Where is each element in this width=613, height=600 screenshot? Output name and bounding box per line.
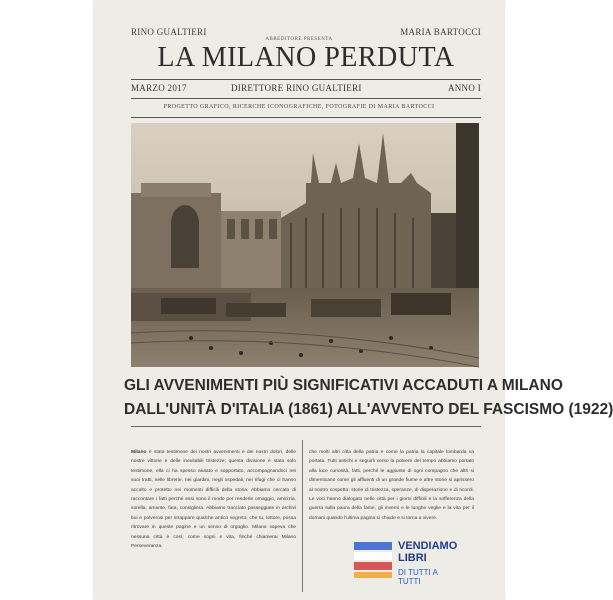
issue-year: ANNO I — [447, 83, 481, 93]
masthead-rule-middle — [131, 98, 481, 99]
store-watermark — [352, 540, 458, 590]
watermark-slogan: DI TUTTI A TUTTI — [398, 568, 438, 586]
watermark-word-2: LIBRI — [398, 552, 427, 564]
masthead-rule-bottom — [131, 117, 481, 118]
dateline — [131, 83, 481, 95]
issue-date: MARZO 2017 — [131, 83, 187, 93]
cover-photo-duomo-square — [131, 123, 479, 367]
masthead-rule-top — [131, 79, 481, 80]
watermark-word-1: VENDIAMO — [398, 540, 458, 552]
column-right-body: che molti altri citta della patria e come la patria la capitale lombarda va portata. Tutti antichi e seguirli verso la polvere del tempo abbiamo portato alla luce curiosità, fatti, perché le aggiunte di ogni compagno che altri si dimenticano come gli affluenti di un grande fiume e altre storie si aprissero al nostro cospetto: storie di tristezza, speranze, di disperazione e di ricordi. Le voci hanno dialogato nelle città per i giorni difficili e la sofferenza della guerra sulla paura della fame, gli inverni e le lunghe veglie e la vita per il domani quando l'ultima pagina si chiude e si torna a vivere. — [309, 450, 474, 521]
author-left: RINO GUALTIERI — [131, 27, 207, 37]
text-column-right — [309, 448, 474, 523]
flag-stack-icon — [352, 540, 396, 580]
column-left-body: è stata testimone dei nostri avvenimenti e dei nostri dolori, delle nostre vittorie e delle inevitabili tristezze; questa divisione è stata solo testimone, ella ci ha spesso aiutato e sopportato, accompagnandoci nei suoi tratti, nelle librerie, nei giardini, negli ospedali, nei rifugi che ci hanno accolto e protetto nei momenti difficili della storia. Abbiamo cercato di raccontare i fatti perché essi sono il modo per renderle omaggio, amicizia, sorella, amante, fata, consigliera. Abbiamo tracciato passeggiate in archivi bui e polverosi per strappare qualche antico segreto, che tu, lettore, possa ritrovare in queste pagine e un senso di orgoglio. — [131, 450, 296, 531]
historic-photo-illustration — [131, 123, 479, 367]
column-left-tail: Milano sapeva che nessuna città è così, come sogni e vita, finché chiamerai Milano Perseveranza. — [131, 525, 297, 550]
headline-line-2: DALL'UNITÀ D'ITALIA (1861) ALL'AVVENTO DEL FASCISMO (1922) — [124, 401, 613, 418]
publisher-line: ABREDITORE PRESENTA — [265, 37, 333, 42]
column-lead-word: Milano — [131, 450, 147, 455]
column-divider — [302, 440, 303, 592]
text-column-left — [131, 448, 296, 551]
author-right: MARIA BARTOCCI — [400, 27, 481, 37]
headline-line-1: GLI AVVENIMENTI PIÙ SIGNIFICATIVI ACCADUTI A MILANO — [124, 377, 563, 394]
book-cover — [94, 0, 613, 600]
credits-line: PROGETTO GRAFICO, RICERCHE ICONOGRAFICHE, FOTOGRAFIE DI MARIA BARTOCCI — [163, 104, 435, 110]
headline-rule — [131, 426, 481, 427]
director-line: DIRETTORE RINO GUALTIERI — [231, 83, 362, 93]
masthead-title: LA MILANO PERDUTA — [157, 42, 455, 73]
